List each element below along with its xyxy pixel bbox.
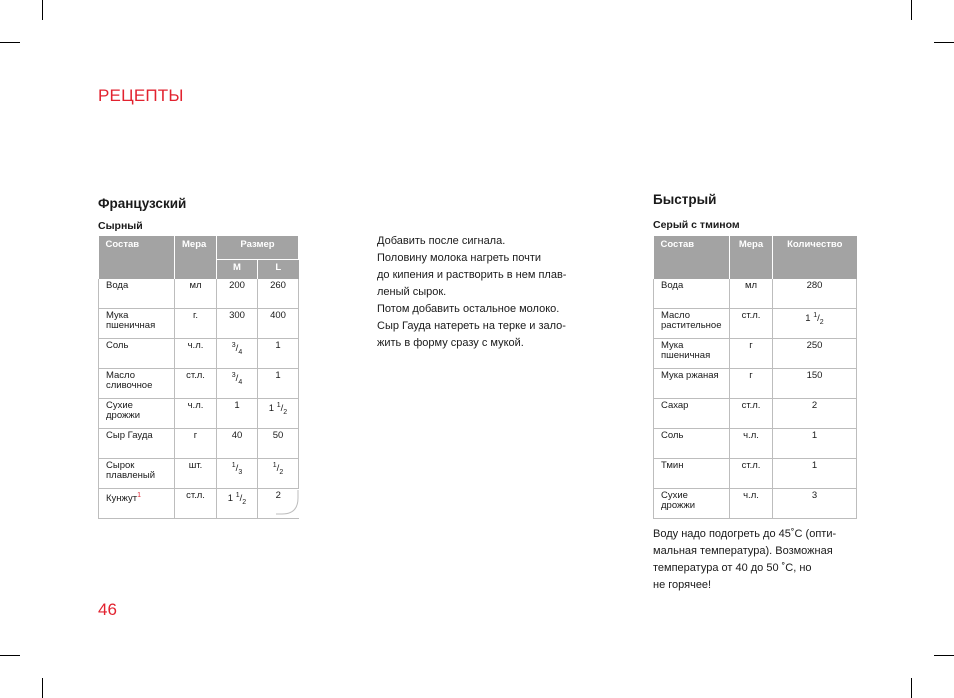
amount-cell: 2: [773, 399, 857, 429]
table-row: [99, 459, 299, 489]
header-measure: Мера: [730, 236, 773, 279]
amount-l-cell: 2: [258, 489, 299, 519]
fraction-denominator: 4: [238, 379, 243, 387]
amount-l-cell: 50: [258, 429, 299, 459]
unit-cell: г: [730, 339, 773, 369]
unit-cell: ч.л.: [730, 489, 773, 519]
quick-recipe-table: [653, 236, 857, 519]
ingredient-cell: Сырок плавленый: [99, 459, 175, 489]
fraction-whole: 1: [805, 313, 811, 325]
amount-m-cell: $^3/_4$: [217, 339, 258, 369]
fraction-numerator: 1: [231, 462, 236, 469]
amount-l-cell: $^1/_2$: [258, 459, 299, 489]
note-line: мальная температура). Возможная: [653, 545, 833, 557]
unit-cell: мл: [175, 279, 217, 309]
amount-m-cell: 200: [217, 279, 258, 309]
amount-l-cell: 260: [258, 279, 299, 309]
header-ingredient: Состав: [654, 236, 730, 279]
instruction-line: Сыр Гауда натереть на терке и зало-: [377, 320, 566, 332]
ingredient-cell: Мука пшеничная: [99, 309, 175, 339]
fraction-denominator: 4: [238, 349, 243, 357]
ingredient-cell: Масло сливочное: [99, 369, 175, 399]
ingredient-cell: Сыр Гауда: [99, 429, 175, 459]
fraction-numerator: 3: [231, 342, 236, 349]
table-corner-curve: [276, 490, 300, 516]
table-row: [654, 429, 857, 459]
unit-cell: ст.л.: [175, 369, 217, 399]
page-heading: РЕЦЕПТЫ: [98, 86, 184, 105]
table-row: [654, 279, 857, 309]
ingredient-cell: Тмин: [654, 459, 730, 489]
ingredient-cell: Вода: [654, 279, 730, 309]
crop-mark: [934, 655, 954, 656]
header-size: Размер: [217, 236, 299, 259]
fraction-denominator: 2: [283, 409, 288, 417]
header-measure: Мера: [175, 236, 217, 279]
ingredient-cell: Вода: [99, 279, 175, 309]
table-row: [99, 429, 299, 459]
table-row: [654, 309, 857, 339]
amount-m-cell: 1: [217, 399, 258, 429]
amount-m-cell: $^3/_4$: [217, 369, 258, 399]
temperature-note: [653, 526, 836, 594]
fraction-numerator: 1: [276, 402, 281, 409]
crop-mark: [934, 42, 954, 43]
fraction-denominator: 3: [238, 469, 243, 477]
table-row: [99, 369, 299, 399]
header-ingredient: Состав: [99, 236, 175, 279]
table-row: [99, 399, 299, 429]
unit-cell: ч.л.: [175, 399, 217, 429]
table-row: [99, 339, 299, 369]
table-row: [654, 459, 857, 489]
page-number: 46: [98, 600, 117, 619]
amount-cell: 1: [773, 429, 857, 459]
crop-mark: [911, 0, 912, 20]
table-row: [99, 279, 299, 309]
crop-mark: [42, 0, 43, 20]
unit-cell: ч.л.: [175, 339, 217, 369]
amount-m-cell: 1 $^1/_2$: [217, 489, 258, 519]
fraction-numerator: 3: [231, 372, 236, 379]
unit-cell: ст.л.: [730, 399, 773, 429]
amount-l-cell: 400: [258, 309, 299, 339]
fraction-numerator: 1: [813, 312, 818, 319]
table-row: [654, 339, 857, 369]
footnote-marker: 1: [137, 492, 141, 499]
crop-mark: [911, 678, 912, 698]
unit-cell: ч.л.: [730, 429, 773, 459]
table-row: [99, 489, 299, 519]
unit-cell: мл: [730, 279, 773, 309]
unit-cell: ст.л.: [175, 489, 217, 519]
amount-m-cell: 300: [217, 309, 258, 339]
crop-mark: [0, 655, 20, 656]
header-size-l: L: [258, 259, 299, 279]
instruction-line: жить в форму сразу с мукой.: [377, 337, 524, 349]
section-title-quick: Быстрый: [653, 192, 717, 207]
ingredient-name: Кунжут: [106, 493, 138, 505]
fraction-whole: 1: [227, 493, 234, 505]
french-recipe-table: [98, 236, 299, 519]
table-row: [99, 309, 299, 339]
table-row: [654, 399, 857, 429]
ingredient-cell: Сухие дрожжи: [99, 399, 175, 429]
instructions-text: [377, 233, 566, 352]
section-title-french: Французский: [98, 196, 187, 211]
crop-mark: [0, 42, 20, 43]
note-line: Воду надо подогреть до 45˚С (опти-: [653, 528, 837, 540]
table-row: [654, 369, 857, 399]
fraction-numerator: 1: [272, 462, 277, 469]
instruction-line: Потом добавить остальное молоко.: [377, 303, 560, 315]
ingredient-cell: Сухие дрожжи: [654, 489, 730, 519]
instruction-line: Половину молока нагреть почти: [377, 252, 542, 264]
header-size-m: M: [217, 259, 258, 279]
amount-l-cell: 1: [258, 369, 299, 399]
amount-l-cell: 1 $^1/_2$: [258, 399, 299, 429]
amount-m-cell: $^1/_3$: [217, 459, 258, 489]
unit-cell: г: [175, 429, 217, 459]
ingredient-cell: Масло растительное: [654, 309, 730, 339]
amount-cell: 1 $^1/_2$: [773, 309, 857, 339]
unit-cell: ст.л.: [730, 309, 773, 339]
header-amount: Количество: [773, 236, 857, 279]
fraction-whole: 1: [268, 403, 275, 415]
crop-mark: [42, 678, 43, 698]
ingredient-cell: [99, 489, 175, 519]
ingredient-cell: Сахар: [654, 399, 730, 429]
fraction-denominator: 2: [242, 499, 247, 507]
amount-m-cell: 40: [217, 429, 258, 459]
subtitle-caraway: Серый с тмином: [653, 219, 740, 231]
note-line: температура от 40 до 50 ˚С, но: [653, 562, 812, 574]
instruction-line: леный сырок.: [377, 286, 447, 298]
fraction-denominator: 2: [819, 319, 824, 327]
amount-cell: 3: [773, 489, 857, 519]
instruction-line: до кипения и растворить в нем плав-: [377, 269, 567, 281]
subtitle-cheese: Сырный: [98, 220, 143, 232]
fraction-numerator: 1: [235, 492, 240, 499]
ingredient-cell: Соль: [99, 339, 175, 369]
amount-cell: 1: [773, 459, 857, 489]
amount-l-cell: 1: [258, 339, 299, 369]
table-row: [654, 489, 857, 519]
ingredient-cell: Мука ржаная: [654, 369, 730, 399]
unit-cell: г.: [175, 309, 217, 339]
fraction-denominator: 2: [279, 469, 284, 477]
amount-cell: 280: [773, 279, 857, 309]
amount-cell: 250: [773, 339, 857, 369]
ingredient-cell: Соль: [654, 429, 730, 459]
note-line: не горячее!: [653, 579, 712, 591]
instruction-line: Добавить после сигнала.: [377, 235, 506, 247]
unit-cell: ст.л.: [730, 459, 773, 489]
unit-cell: г: [730, 369, 773, 399]
ingredient-cell: Мука пшеничная: [654, 339, 730, 369]
unit-cell: шт.: [175, 459, 217, 489]
amount-cell: 150: [773, 369, 857, 399]
